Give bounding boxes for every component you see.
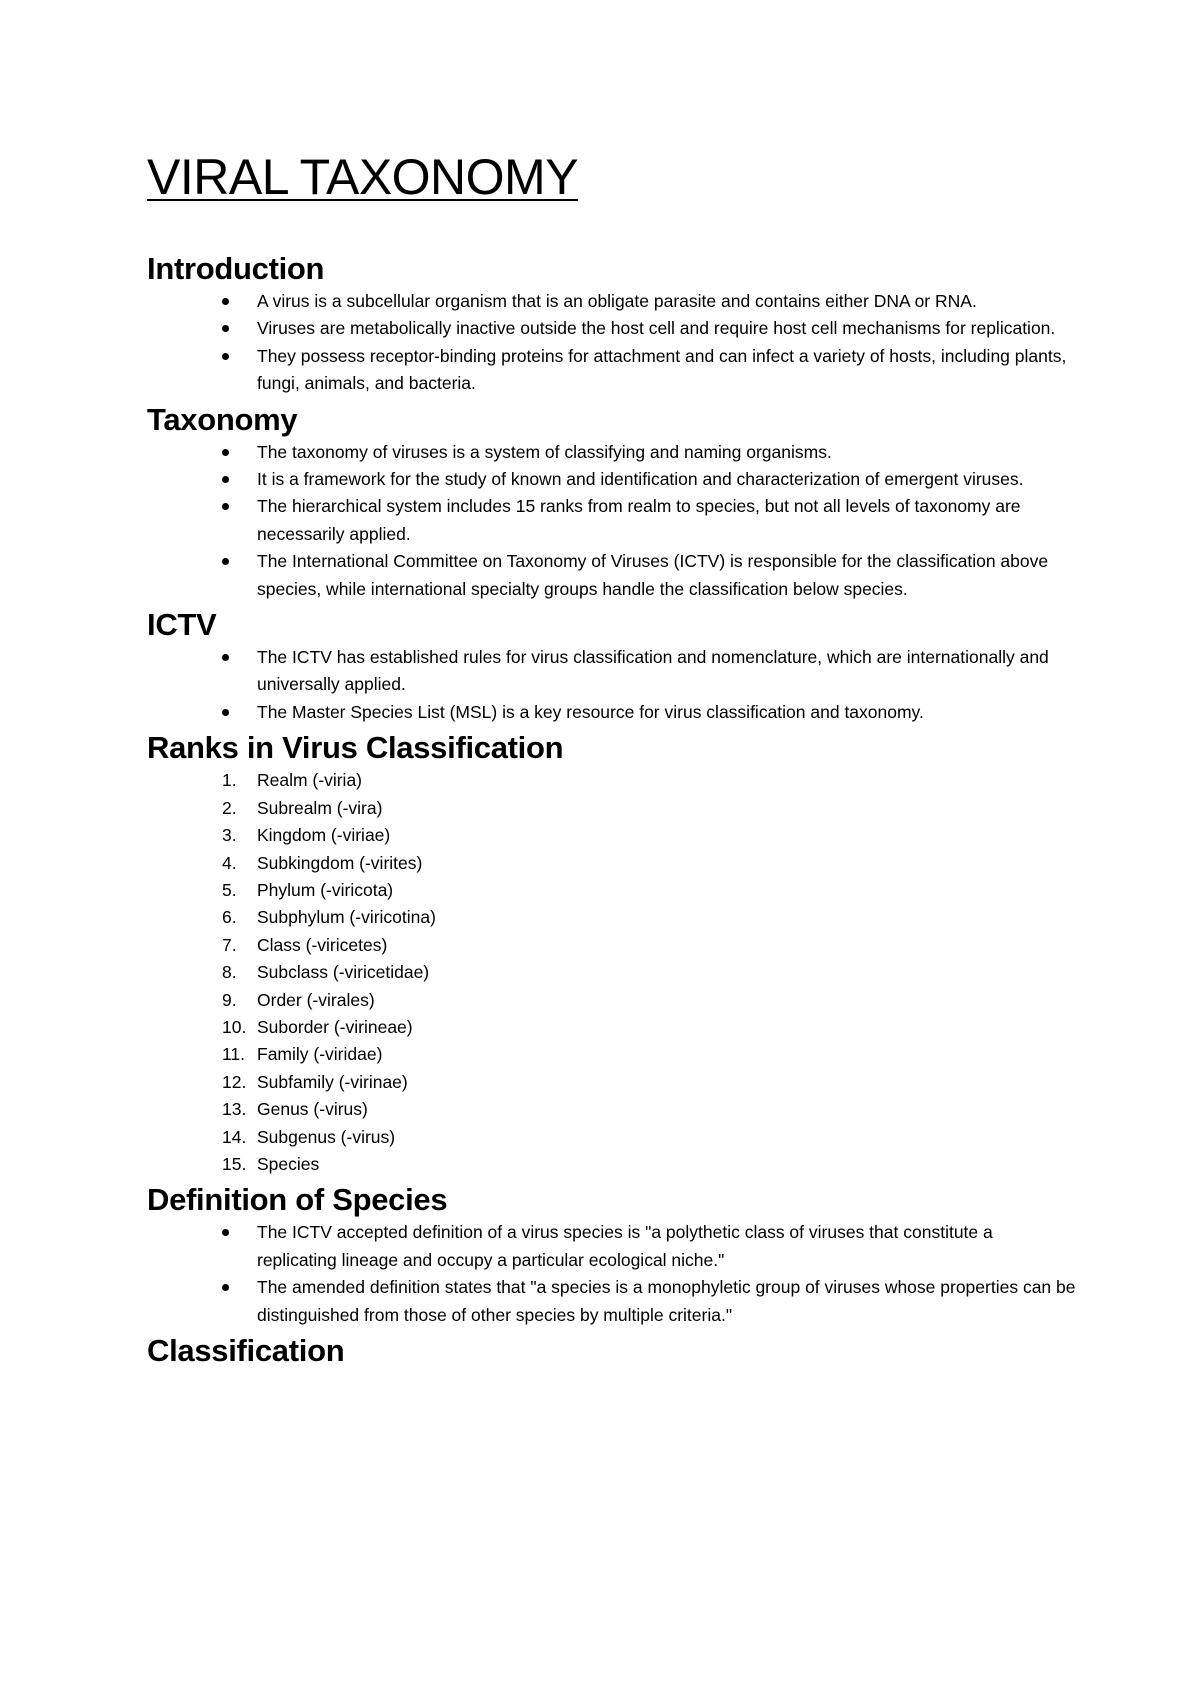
rank-item (222, 987, 1080, 1014)
rank-label: Phylum (-viricota) (257, 879, 394, 900)
rank-number: 11. (222, 1044, 246, 1065)
rank-number: 12. (222, 1071, 247, 1092)
list-item: It is a framework for the study of known and identification and characterization of emergent viruses. (257, 466, 1077, 493)
list-item: The International Committee on Taxonomy of Viruses (ICTV) is responsible for the classification above species, while international specialty groups handle the classification below species. (257, 548, 1077, 603)
rank-item (222, 767, 1080, 794)
section-heading-species: Definition of Species (147, 1182, 448, 1218)
rank-number: 7. (222, 934, 237, 955)
rank-number: 13. (222, 1099, 247, 1120)
rank-label: Subclass (-viricetidae) (257, 962, 430, 983)
rank-label: Species (257, 1153, 320, 1174)
document-title: VIRAL TAXONOMY (147, 149, 579, 205)
rank-label: Kingdom (-viriae) (257, 825, 391, 846)
list-item: Viruses are metabolically inactive outside the host cell and require host cell mechanisms for replication. (257, 315, 1077, 342)
rank-number: 4. (222, 852, 237, 873)
rank-number: 8. (222, 962, 237, 983)
section-taxonomy (147, 401, 1080, 603)
rank-item (222, 877, 1080, 904)
rank-label: Subfamily (-virinae) (257, 1071, 408, 1092)
section-heading-taxonomy: Taxonomy (147, 401, 298, 437)
rank-label: Subgenus (-virus) (257, 1126, 396, 1147)
rank-number: 9. (222, 989, 237, 1010)
ictv-list (147, 644, 1080, 726)
rank-item (222, 1096, 1080, 1123)
rank-number: 5. (222, 879, 237, 900)
list-item: The taxonomy of viruses is a system of classifying and naming organisms. (257, 439, 1077, 466)
section-introduction (147, 250, 1080, 398)
rank-item (222, 795, 1080, 822)
ranks-list (147, 767, 1080, 1178)
section-heading-introduction: Introduction (147, 251, 325, 286)
section-heading-classification: Classification (147, 1333, 345, 1368)
rank-item (222, 1014, 1080, 1041)
rank-item (222, 904, 1080, 931)
list-item: They possess receptor-binding proteins for attachment and can infect a variety of hosts, including plants, fungi, animals, and bacteria. (257, 343, 1077, 398)
list-item: The hierarchical system includes 15 ranks from realm to species, but not all levels of taxonomy are necessarily applied. (257, 493, 1077, 548)
list-item: The amended definition states that "a species is a monophyletic group of viruses whose properties can be distinguished from those of other species by multiple criteria." (257, 1274, 1077, 1329)
rank-label: Subkingdom (-virites) (257, 852, 423, 873)
introduction-list (147, 288, 1080, 398)
list-item: The Master Species List (MSL) is a key resource for virus classification and taxonomy. (257, 699, 1077, 726)
rank-number: 15. (222, 1153, 247, 1174)
rank-label: Subphylum (-viricotina) (257, 907, 436, 928)
rank-number: 6. (222, 907, 237, 928)
section-ranks (147, 729, 1080, 1178)
rank-item (222, 1069, 1080, 1096)
rank-item (222, 959, 1080, 986)
rank-number: 2. (222, 797, 237, 818)
rank-label: Order (-virales) (257, 989, 375, 1010)
rank-label: Realm (-viria) (257, 770, 362, 791)
list-item: The ICTV accepted definition of a virus species is "a polythetic class of viruses that constitute a replicating lineage and occupy a particular ecological niche." (257, 1219, 1077, 1274)
rank-item (222, 1041, 1080, 1068)
rank-item (222, 850, 1080, 877)
rank-number: 14. (222, 1126, 247, 1147)
rank-number: 10. (222, 1016, 247, 1037)
rank-label: Family (-viridae) (257, 1044, 383, 1065)
rank-number: 3. (222, 825, 237, 846)
rank-label: Subrealm (-vira) (257, 797, 383, 818)
section-ictv (147, 606, 1080, 726)
rank-label: Class (-viricetes) (257, 934, 388, 955)
rank-item (222, 932, 1080, 959)
rank-item (222, 822, 1080, 849)
rank-label: Genus (-virus) (257, 1099, 368, 1120)
taxonomy-list (147, 439, 1080, 603)
section-classification (147, 1332, 1080, 1370)
rank-label: Suborder (-virineae) (257, 1016, 413, 1037)
section-species (147, 1181, 1080, 1329)
rank-item (222, 1151, 1080, 1178)
section-heading-ranks: Ranks in Virus Classification (147, 730, 564, 766)
rank-item (222, 1124, 1080, 1151)
section-heading-ictv: ICTV (147, 607, 217, 643)
list-item: A virus is a subcellular organism that is an obligate parasite and contains either DNA or RNA. (257, 288, 1077, 315)
species-list (147, 1219, 1080, 1329)
list-item: The ICTV has established rules for virus classification and nomenclature, which are internationally and universally applied. (257, 644, 1077, 699)
rank-number: 1. (222, 770, 237, 791)
